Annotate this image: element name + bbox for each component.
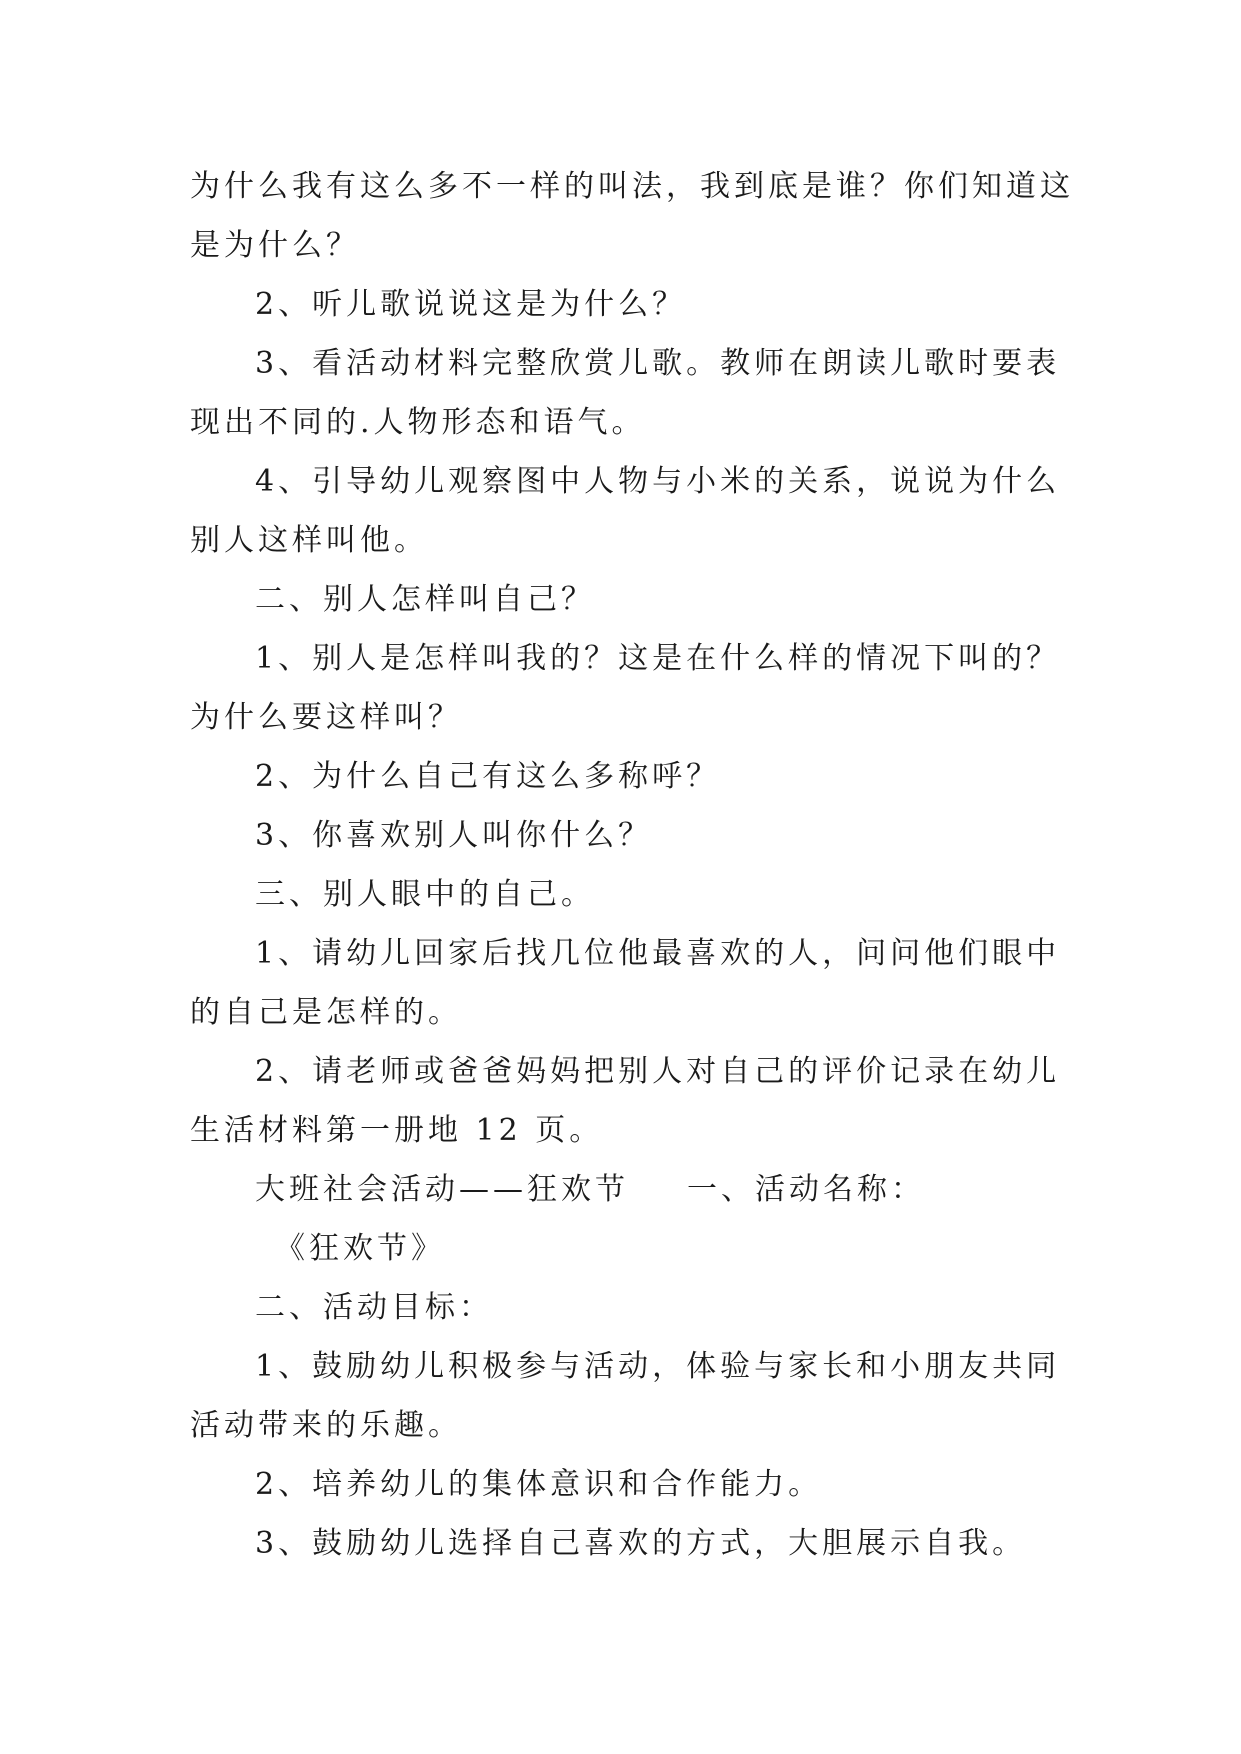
section-heading: 二、活动目标： <box>255 1290 493 1325</box>
paragraph-line: 为什么我有这么多不一样的叫法，我到底是谁？你们知道这 <box>190 169 1074 204</box>
list-item: 2、培养幼儿的集体意识和合作能力。 <box>255 1467 823 1502</box>
paragraph-line: 活动带来的乐趣。 <box>190 1408 462 1443</box>
list-item: 1、鼓励幼儿积极参与活动，体验与家长和小朋友共同 <box>255 1349 1061 1384</box>
paragraph-line: 现出不同的.人物形态和语气。 <box>190 405 646 440</box>
list-item: 2、请老师或爸爸妈妈把别人对自己的评价记录在幼儿 <box>255 1054 1061 1089</box>
list-item: 2、为什么自己有这么多称呼？ <box>255 759 721 794</box>
list-item: 1、请幼儿回家后找几位他最喜欢的人，问问他们眼中 <box>255 936 1061 971</box>
paragraph-line: 生活材料第一册地 12 页。 <box>190 1113 604 1148</box>
list-item: 2、听儿歌说说这是为什么？ <box>255 287 687 322</box>
section-heading: 二、别人怎样叫自己？ <box>255 582 595 617</box>
paragraph-line: 是为什么？ <box>190 228 360 263</box>
paragraph-line: 的自己是怎样的。 <box>190 995 462 1030</box>
document-body <box>190 157 1074 1573</box>
section-heading: 三、别人眼中的自己。 <box>255 877 595 912</box>
activity-title: 大班社会活动——狂欢节 <box>255 1172 629 1207</box>
list-item: 3、看活动材料完整欣赏儿歌。教师在朗读儿歌时要表 <box>255 346 1061 381</box>
section-heading: 一、活动名称： <box>687 1172 925 1207</box>
paragraph-line: 为什么要这样叫？ <box>190 700 462 735</box>
activity-name: 《狂欢节》 <box>275 1231 445 1266</box>
activity-title-line <box>190 1160 1060 1219</box>
list-item: 4、引导幼儿观察图中人物与小米的关系，说说为什么 <box>255 464 1061 499</box>
list-item: 3、你喜欢别人叫你什么？ <box>255 818 653 853</box>
list-item: 1、别人是怎样叫我的？这是在什么样的情况下叫的？ <box>255 641 1061 676</box>
paragraph-line: 别人这样叫他。 <box>190 523 428 558</box>
list-item: 3、鼓励幼儿选择自己喜欢的方式，大胆展示自我。 <box>255 1526 1027 1561</box>
